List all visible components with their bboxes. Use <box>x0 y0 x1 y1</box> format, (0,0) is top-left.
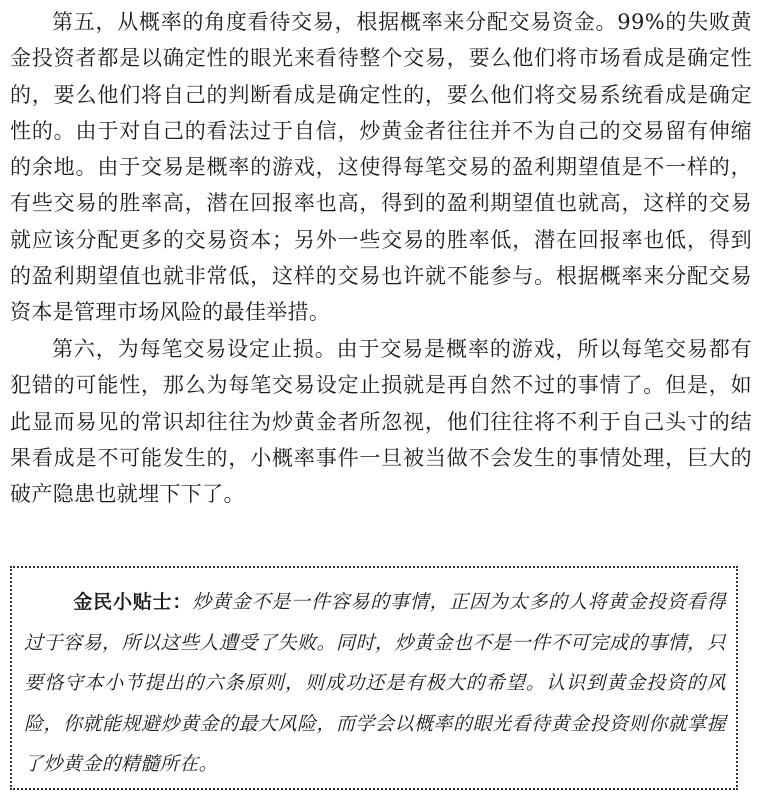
paragraph-principle-6: 第六，为每笔交易设定止损。由于交易是概率的游戏，所以每笔交易都有犯错的可能性，那么为每笔交易设定止损就是再自然不过的事情了。但是，如此显而易见的常识却往往为炒黄金者所忽视，他们往往将不利于自己头寸的结果看成是不可能发生的，小概率事件一旦被当做不会发生的事情处理，巨大的破产隐患也就埋下下了。 <box>10 337 752 507</box>
tip-paragraph <box>24 582 726 785</box>
tip-label: 金民小贴士： <box>73 591 193 613</box>
tip-body: 炒黄金不是一件容易的事情，正因为太多的人将黄金投资看得过于容易，所以这些人遭受了失败。同时，炒黄金也不是一件不可完成的事情，只要恪守本小节提出的六条原则，则成功还是有极大的希望。认识到黄金投资的风险，你就能规避炒黄金的最大风险，而学会以概率的眼光看待黄金投资则你就掌握了炒黄金的精髓所在。 <box>24 591 726 775</box>
paragraph-principle-5: 第五，从概率的角度看待交易，根据概率来分配交易资金。99%的失败黄金投资者都是以确定性的眼光来看待整个交易，要么他们将市场看成是确定性的，要么他们将自己的判断看成是确定性的，要么他们将交易系统看成是确定性的。由于对自己的看法过于自信，炒黄金者往往并不为自己的交易留有伸缩的余地。由于交易是概率的游戏，这使得每笔交易的盈利期望值是不一样的，有些交易的胜率高，潜在回报率也高，得到的盈利期望值也就高，这样的交易就应该分配更多的交易资本；另外一些交易的胜率低，潜在回报率也低，得到的盈利期望值也就非常低，这样的交易也许就不能参与。根据概率来分配交易资本是管理市场风险的最佳举措。 <box>10 10 752 325</box>
tip-box <box>10 566 738 790</box>
